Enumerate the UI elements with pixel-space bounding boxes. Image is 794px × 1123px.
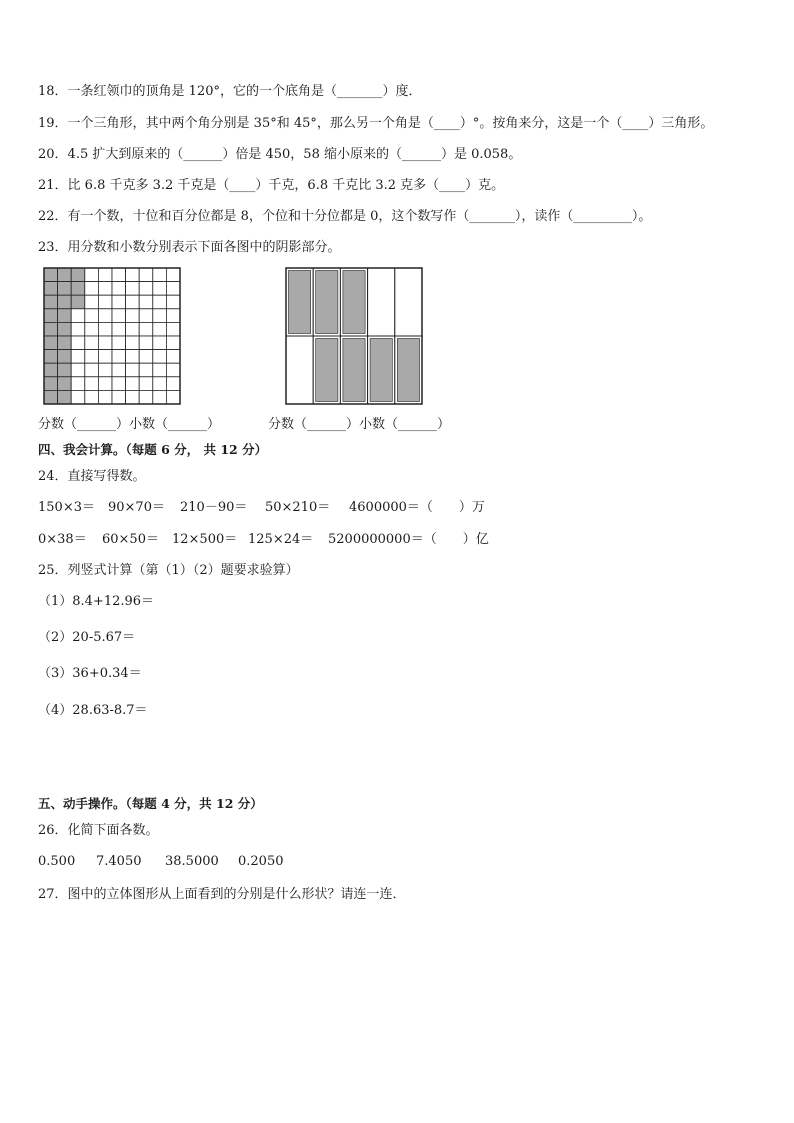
grid-cell <box>85 282 99 296</box>
section-4-heading: 四、我会计算。（每题 6 分， 共 12 分） <box>38 442 268 457</box>
grid-cell <box>126 390 140 404</box>
grid-cell-shaded <box>44 363 58 377</box>
grid-cell <box>85 390 99 404</box>
grid-cell <box>153 322 167 336</box>
grid-cell <box>71 377 85 391</box>
grid-cell <box>139 363 153 377</box>
grid-cell <box>166 295 180 309</box>
grid-cell-shaded <box>44 309 58 323</box>
question-27: 27．图中的立体图形从上面看到的分别是什么形状？请连一连． <box>38 887 406 902</box>
grid-cell <box>139 322 153 336</box>
question-18: 18．一条红领巾的顶角是 120°，它的一个底角是（_______）度． <box>38 84 422 99</box>
number-item: 38.5000 <box>165 854 219 869</box>
grid-cell-shaded <box>58 390 72 404</box>
bar-cell <box>395 268 422 336</box>
grid-cell <box>153 336 167 350</box>
grid-cell <box>112 322 126 336</box>
bar-shade <box>316 339 338 402</box>
grid-cell <box>85 350 99 364</box>
grid-cell <box>166 390 180 404</box>
bar-shade <box>370 339 392 402</box>
grid-cell <box>126 322 140 336</box>
grid-cell <box>98 309 112 323</box>
grid-cell <box>85 377 99 391</box>
calc-item: 5200000000＝（ ）亿 <box>328 532 489 547</box>
grid-cell <box>166 377 180 391</box>
calc-item: 4600000＝（ ）万 <box>349 500 485 515</box>
grid-cell-shaded <box>58 295 72 309</box>
grid-cell <box>126 377 140 391</box>
section-5-heading: 五、动手操作。（每题 4 分，共 12 分） <box>38 796 263 811</box>
grid-cell <box>98 363 112 377</box>
bar-shade <box>316 271 338 334</box>
question-21: 21．比 6.8 千克多 3.2 千克是（____）千克，6.8 千克比 3.2 克多（____）克。 <box>38 178 505 193</box>
grid-cell <box>126 350 140 364</box>
grid-cell-shaded <box>44 268 58 282</box>
grid-cell-shaded <box>44 282 58 296</box>
number-item: 7.4050 <box>96 854 142 869</box>
calc-row-1 <box>38 499 498 517</box>
grid-cell <box>98 322 112 336</box>
grid-cell <box>153 295 167 309</box>
vertical-calc-2: （2）20-5.67＝ <box>38 630 136 645</box>
grid-cell <box>139 282 153 296</box>
grid-cell <box>98 336 112 350</box>
grid-cell <box>85 268 99 282</box>
grid-cell-shaded <box>58 322 72 336</box>
question-22: 22．有一个数，十位和百分位都是 8，个位和十分位都是 0，这个数写作（_______），读作（_________）。 <box>38 209 652 224</box>
grid-cell <box>98 295 112 309</box>
caption-right: 分数（______）小数（______） <box>268 417 451 432</box>
grid-cell-shaded <box>44 377 58 391</box>
grid-cell <box>153 377 167 391</box>
grid-cell-shaded <box>58 268 72 282</box>
grid-cell <box>153 390 167 404</box>
grid-cell <box>166 268 180 282</box>
grid-cell <box>166 350 180 364</box>
grid-cell <box>126 295 140 309</box>
grid-cell <box>112 309 126 323</box>
grid-cell-shaded <box>44 322 58 336</box>
grid-cell <box>153 268 167 282</box>
grid-cell <box>166 336 180 350</box>
calc-item: 60×50＝ <box>102 532 159 547</box>
bar-shade <box>289 271 311 334</box>
calc-row-2 <box>38 531 498 549</box>
grid-cell-shaded <box>58 309 72 323</box>
grid-cell-shaded <box>58 282 72 296</box>
question-19: 19．一个三角形，其中两个角分别是 35°和 45°，那么另一个角是（____）°。按角来分，这是一个（____）三角形。 <box>38 116 714 131</box>
calc-item: 125×24＝ <box>248 532 314 547</box>
grid-cell <box>98 268 112 282</box>
grid-cell <box>112 295 126 309</box>
grid-cell <box>98 350 112 364</box>
vertical-calc-3: （3）36+0.34＝ <box>38 666 142 681</box>
calc-item: 150×3＝ <box>38 500 95 515</box>
calc-item: 12×500＝ <box>172 532 238 547</box>
calc-item: 210－90＝ <box>180 500 248 515</box>
grid-cell <box>71 363 85 377</box>
grid-cell-shaded <box>44 336 58 350</box>
grid-cell-shaded <box>58 363 72 377</box>
grid-cell <box>139 390 153 404</box>
grid-cell <box>71 336 85 350</box>
number-item: 0.2050 <box>238 854 284 869</box>
grid-cell <box>139 377 153 391</box>
grid-cell <box>85 336 99 350</box>
grid-cell <box>153 350 167 364</box>
grid-cell-shaded <box>44 350 58 364</box>
grid-cell <box>139 336 153 350</box>
grid-cell <box>98 377 112 391</box>
grid-cell-shaded <box>44 390 58 404</box>
bar-shade <box>397 339 419 402</box>
bar-cell <box>286 336 313 404</box>
grid-cell <box>112 390 126 404</box>
grid-cell <box>71 322 85 336</box>
grid-cell <box>85 309 99 323</box>
grid-cell-shaded <box>71 268 85 282</box>
grid-cell <box>112 268 126 282</box>
grid-cell <box>126 363 140 377</box>
grid-cell <box>85 322 99 336</box>
bar-fraction-figure <box>284 266 424 406</box>
vertical-calc-1: （1）8.4+12.96＝ <box>38 594 155 609</box>
bar-shade <box>343 339 365 402</box>
grid-cell <box>166 309 180 323</box>
vertical-calc-4: （4）28.63-8.7＝ <box>38 703 148 718</box>
question-23: 23．用分数和小数分别表示下面各图中的阴影部分。 <box>38 240 341 255</box>
grid-cell <box>166 282 180 296</box>
question-20: 20．4.5 扩大到原来的（______）倍是 450，58 缩小原来的（______）是 0.058。 <box>38 147 522 162</box>
bar-shade <box>343 271 365 334</box>
question-24: 24．直接写得数。 <box>38 469 146 484</box>
grid-cell <box>112 377 126 391</box>
calc-item: 90×70＝ <box>108 500 165 515</box>
grid-cell <box>153 309 167 323</box>
grid-cell <box>126 268 140 282</box>
simplify-numbers <box>38 853 338 871</box>
grid-cell-shaded <box>58 350 72 364</box>
grid-cell <box>153 282 167 296</box>
grid-cell <box>153 363 167 377</box>
grid-cell <box>98 282 112 296</box>
grid-cell <box>126 336 140 350</box>
question-26: 26．化简下面各数。 <box>38 823 159 838</box>
grid-cell <box>139 309 153 323</box>
grid-cell <box>166 322 180 336</box>
grid-cell <box>85 295 99 309</box>
calc-item: 50×210＝ <box>265 500 331 515</box>
calc-item: 0×38＝ <box>38 532 87 547</box>
grid-cell-shaded <box>58 377 72 391</box>
number-item: 0.500 <box>38 854 76 869</box>
grid-cell <box>126 282 140 296</box>
bar-cell <box>368 268 395 336</box>
caption-left: 分数（______）小数（______） <box>38 417 221 432</box>
grid-cell-shaded <box>44 295 58 309</box>
grid-cell <box>71 390 85 404</box>
grid-cell <box>126 309 140 323</box>
grid-cell-shaded <box>58 336 72 350</box>
grid-cell <box>71 350 85 364</box>
grid-cell <box>112 363 126 377</box>
grid-cell-shaded <box>71 295 85 309</box>
grid-cell <box>166 363 180 377</box>
grid-cell <box>85 363 99 377</box>
grid-cell <box>112 336 126 350</box>
grid-cell <box>139 350 153 364</box>
grid-cell <box>139 268 153 282</box>
grid-cell-shaded <box>71 282 85 296</box>
grid-cell <box>139 295 153 309</box>
grid-cell <box>98 390 112 404</box>
grid-cell <box>112 282 126 296</box>
grid-cell <box>112 350 126 364</box>
grid-cell <box>71 309 85 323</box>
hundred-grid-figure <box>42 266 182 406</box>
question-25: 25．列竖式计算（第（1）（2）题要求验算） <box>38 563 299 578</box>
